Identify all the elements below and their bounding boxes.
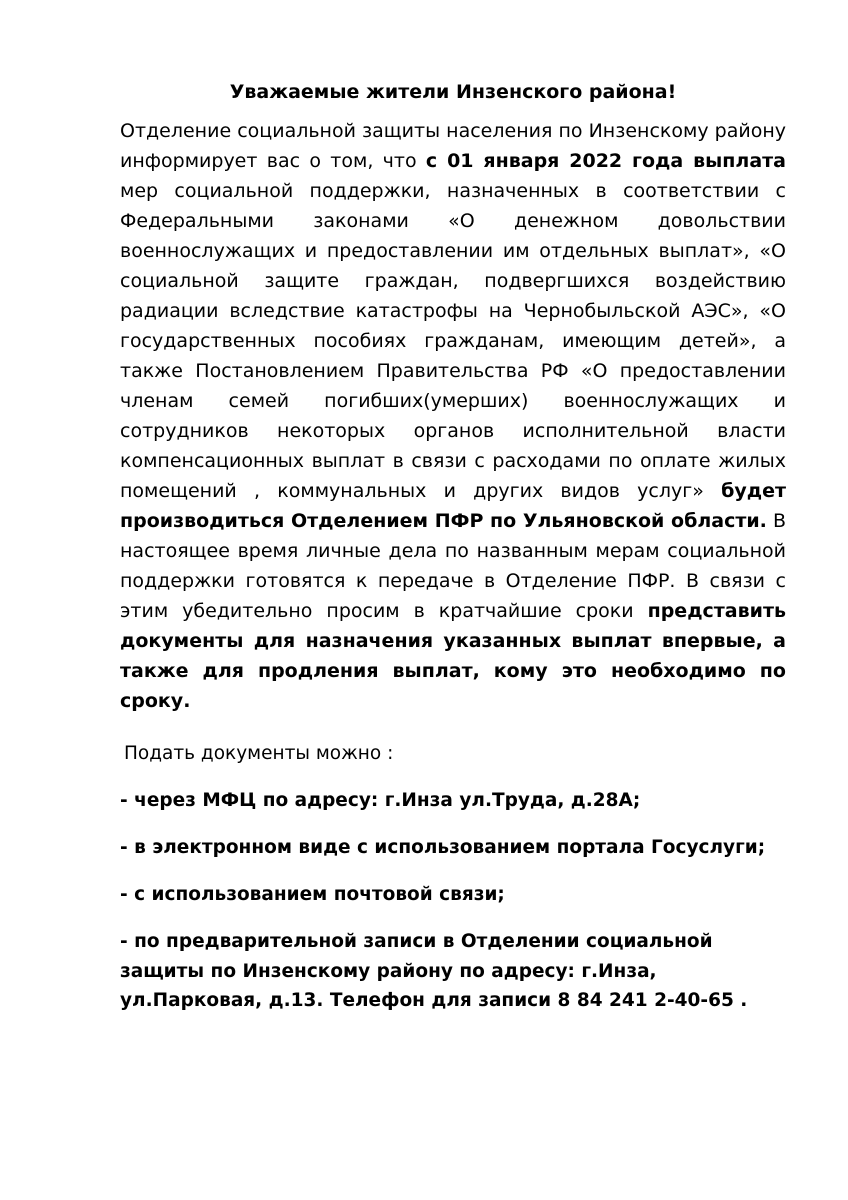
paragraph-text-1: Отделение социальной защиты населения по Инзенскому району информирует вас о том, что <box>120 120 786 172</box>
paragraph-text-2: мер социальной поддержки, назначенных в соответствии с Федеральными законами «О денежном довольствии военнослужащих и предоставлении им отдельных выплат», «О социальной защите граждан, подвергшихся воздействию радиации вследствие катастрофы на Чернобыльской АЭС», «О государственных пособиях гражданам, имеющим детей», а также Постановлением Правительства РФ «О предоставлении членам семей погибших(умерших) военнослужащих и сотрудников некоторых органов исполнительной власти компенсационных выплат в связи с расходами по оплате жилых помещений , коммунальных и других видов услуг» <box>120 180 786 502</box>
main-paragraph <box>120 116 786 716</box>
paragraph-bold-pfr: будет производиться Отделением ПФР по Ульяновской области. <box>120 480 786 532</box>
list-item-appointment: - по предварительной записи в Отделении социальной защиты по Инзенскому району по адресу: г.Инза, ул.Парковая, д.13. Телефон для записи 8 84 241 2-40-65 . <box>120 931 748 1011</box>
paragraph-text-3: В настоящее время личные дела по названным мерам социальной поддержки готовятся к передаче в Отделение ПФР. В связи с этим убедительно просим в кратчайшие сроки <box>120 510 786 622</box>
submit-intro: Подать документы можно : <box>124 743 394 764</box>
paragraph-bold-date: с 01 января 2022 года выплата <box>425 150 786 172</box>
paragraph-bold-request: представить документы для назначения указанных выплат впервые, а также для продления выплат, кому это необходимо по сроку. <box>120 600 786 712</box>
list-item-mfc: - через МФЦ по адресу: г.Инза ул.Труда, д.28А; <box>120 790 641 811</box>
document-page <box>120 78 786 1016</box>
list-item-post: - с использованием почтовой связи; <box>120 884 505 905</box>
list-item-gosuslugi: - в электронном виде с использованием портала Госуслуги; <box>120 837 766 858</box>
document-title: Уважаемые жители Инзенского района! <box>229 81 677 103</box>
